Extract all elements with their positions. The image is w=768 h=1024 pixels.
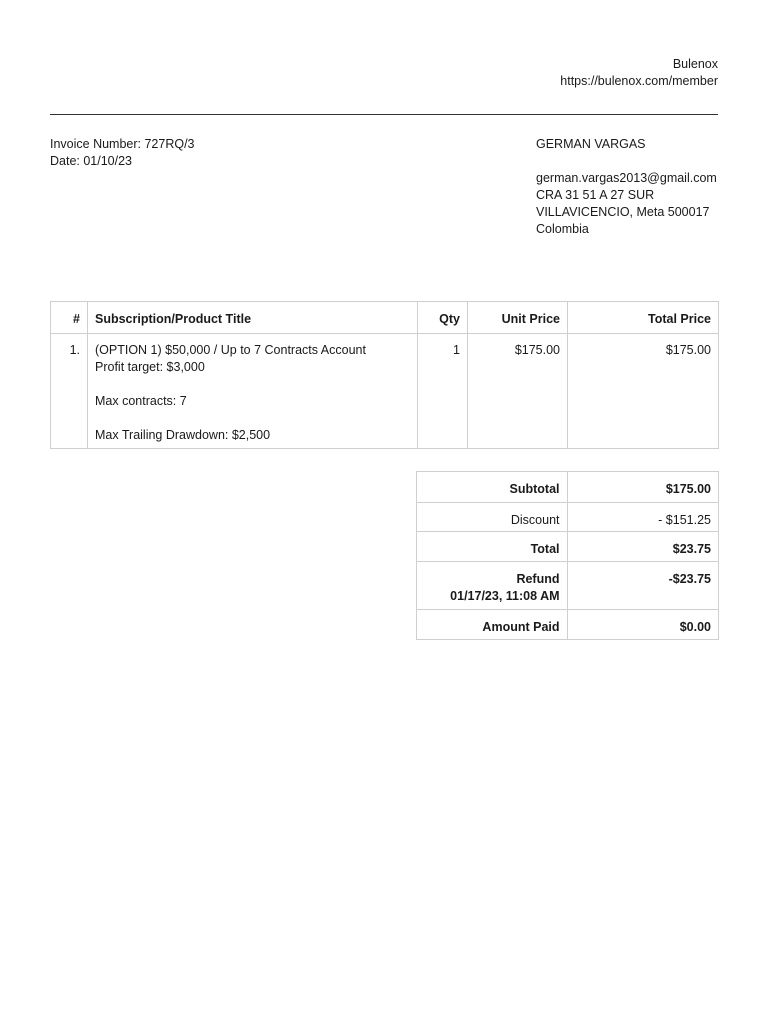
header-num: # bbox=[51, 302, 88, 334]
total-row bbox=[417, 532, 719, 562]
table-row bbox=[51, 334, 719, 449]
invoice-number: Invoice Number: 727RQ/3 bbox=[50, 137, 195, 151]
row-unit-price: $175.00 bbox=[468, 334, 568, 449]
subtotal-value: $175.00 bbox=[567, 472, 718, 503]
row-detail-contracts: Max contracts: 7 bbox=[95, 394, 187, 408]
row-total-price: $175.00 bbox=[568, 334, 719, 449]
header-title: Subscription/Product Title bbox=[88, 302, 418, 334]
header-divider bbox=[50, 114, 718, 115]
customer-block bbox=[536, 136, 717, 238]
refund-label-cell bbox=[417, 562, 568, 610]
amount-paid-label: Amount Paid bbox=[417, 610, 568, 640]
amount-paid-row bbox=[417, 610, 719, 640]
header-qty: Qty bbox=[418, 302, 468, 334]
refund-row bbox=[417, 562, 719, 610]
refund-label: Refund bbox=[516, 572, 560, 586]
customer-gap bbox=[536, 153, 717, 170]
total-value: $23.75 bbox=[567, 532, 718, 562]
row-description bbox=[88, 334, 418, 449]
invoice-meta bbox=[50, 136, 195, 170]
row-detail-spacer bbox=[95, 410, 410, 427]
company-header bbox=[560, 56, 718, 90]
invoice-date: Date: 01/10/23 bbox=[50, 154, 133, 168]
discount-value: - $151.25 bbox=[567, 503, 718, 532]
row-detail-drawdown: Max Trailing Drawdown: $2,500 bbox=[95, 428, 271, 442]
company-name: Bulenox bbox=[672, 57, 718, 71]
customer-country: Colombia bbox=[536, 222, 589, 236]
row-detail-spacer bbox=[95, 376, 410, 393]
row-title: (OPTION 1) $50,000 / Up to 7 Contracts Account bbox=[95, 343, 366, 357]
header-total-price: Total Price bbox=[568, 302, 719, 334]
amount-paid-value: $0.00 bbox=[567, 610, 718, 640]
discount-row bbox=[417, 503, 719, 532]
row-qty: 1 bbox=[418, 334, 468, 449]
total-label: Total bbox=[417, 532, 568, 562]
subtotal-row bbox=[417, 472, 719, 503]
customer-address-line2: VILLAVICENCIO, Meta 500017 bbox=[536, 205, 710, 219]
discount-label: Discount bbox=[417, 503, 568, 532]
row-detail-profit: Profit target: $3,000 bbox=[95, 360, 205, 374]
items-header-row bbox=[51, 302, 719, 334]
refund-value: -$23.75 bbox=[567, 562, 718, 610]
header-unit-price: Unit Price bbox=[468, 302, 568, 334]
refund-date: 01/17/23, 11:08 AM bbox=[450, 589, 560, 603]
customer-name: GERMAN VARGAS bbox=[536, 137, 646, 151]
items-table bbox=[50, 301, 719, 449]
row-num: 1. bbox=[51, 334, 88, 449]
customer-address-line1: CRA 31 51 A 27 SUR bbox=[536, 188, 655, 202]
company-url: https://bulenox.com/member bbox=[560, 74, 718, 88]
totals-table bbox=[416, 471, 719, 640]
customer-email: german.vargas2013@gmail.com bbox=[536, 171, 717, 185]
subtotal-label: Subtotal bbox=[417, 472, 568, 503]
